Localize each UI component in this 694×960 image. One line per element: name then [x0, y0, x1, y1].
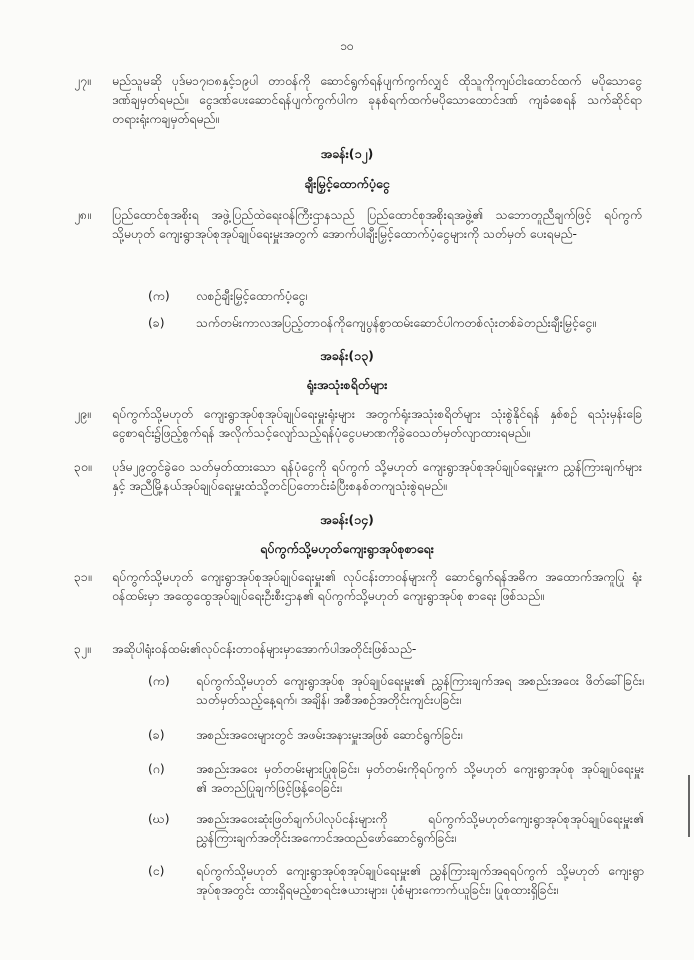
- clause-mark: (ခ): [148, 316, 165, 330]
- section-number: ၂၇။: [74, 74, 91, 88]
- section-31: [74, 568, 642, 606]
- chapter-title-13: ရုံးအသုံးစရိတ်များ: [306, 377, 388, 392]
- section-number: ၃၁။: [74, 570, 92, 584]
- clause-28-kha: [148, 314, 644, 333]
- clause-32-gha: [148, 810, 644, 848]
- section-32: [74, 640, 642, 659]
- clause-text: အစည်းအဝေး မှတ်တမ်းများပြုစုခြင်း၊ မှတ်တမ်းကိုရပ်ကွက် သို့မဟုတ် ကျေးရွာအုပ်စု အုပ်ချုပ်ရေးမှူး ၏ အတည်ပြုချက်ဖြင့်ဖြန့်ဝေခြင်း၊: [196, 762, 644, 795]
- section-text: အဆိုပါရုံးဝန်ထမ်း၏လုပ်ငန်းတာဝန်များမှာအောက်ပါအတိုင်းဖြစ်သည်-: [112, 642, 417, 656]
- clause-mark: (ခ): [148, 728, 165, 742]
- clause-text: အစည်းအဝေးများတွင် အဖမ်းအနားမှူးအဖြစ် ဆောင်ရွက်ခြင်း၊: [196, 728, 463, 742]
- clause-28-ka: [148, 287, 644, 306]
- section-text: ရပ်ကွက်သို့မဟုတ် ကျေးရွာအုပ်စုအုပ်ချုပ်ရေးမှူးရုံးများ အတွက်ရုံးအသုံးစရိတ်များ သုံးစွဲနိုင်ရန် နှစ်စဉ် ရသုံးမှန်းခြေ ငွေစာရင်း၌ဖြည့်စွက်ရန် အလိုက်သင့်လျော်သည့်ရန်ပုံငွေပမာဏကိုခွဲဝေသတ်မှတ်လျာထားရမည်။: [112, 407, 642, 440]
- clause-mark: (င): [148, 864, 165, 878]
- clause-mark: (က): [148, 289, 170, 303]
- page-number: ၁၀: [340, 39, 354, 53]
- section-number: ၂၉။: [74, 407, 91, 421]
- section-29: [74, 405, 642, 443]
- chapter-heading-12: အခန်း(၁၂): [320, 146, 374, 161]
- section-30: [74, 458, 642, 496]
- section-text: ရပ်ကွက်သို့မဟုတ် ကျေးရွာအုပ်စုအုပ်ချုပ်ရေးမှူး၏ လုပ်ငန်းတာဝန်များကို ဆောင်ရွက်ရန်အဓိက အထောက်အကူပြု ရုံးဝန်ထမ်းမှာ အထွေထွေအုပ်ချုပ်ရေးဦးစီးဌာန၏ ရပ်ကွက်သို့မဟုတ် ကျေးရွာအုပ်စု စာရေး ဖြစ်သည်။: [112, 570, 642, 603]
- section-text: ပုဒ်မ၂၉တွင်ခွဲဝေ သတ်မှတ်ထားသော ရန်ပုံငွေကို ရပ်ကွက် သို့မဟုတ် ကျေးရွာအုပ်စုအုပ်ချုပ်ရေးမှူးက ညွှန်ကြားချက်များနှင့် အညီမြို့နယ်အုပ်ချုပ်ရေးမှူးထံသို့တင်ပြတောင်းခံပြီးစနစ်တကျသုံးစွဲရမည်။: [112, 460, 642, 493]
- section-27: [74, 72, 642, 129]
- section-28: [74, 206, 642, 244]
- page-edge-mark: [688, 775, 690, 837]
- clause-text: သက်တမ်းကာလအပြည့်တာဝန်ကိုကျေပွန်စွာထမ်းဆောင်ပါကတစ်လုံးတစ်ခဲတည်းချီးမြှင့်ငွေ။: [196, 316, 596, 330]
- section-number: ၃၀။: [74, 460, 92, 474]
- clause-text: ရပ်ကွက်သို့မဟုတ် ကျေးရွာအုပ်စုအုပ်ချုပ်ရေးမှူး၏ ညွှန်ကြားချက်အရရပ်ကွက် သို့မဟုတ် ကျေးရွာ အုပ်စုအတွင်း ထားရှိရမည့်စာရင်းဇယားများ၊ ပုံစံများကောက်ယူခြင်း၊ ပြုစုထားရှိခြင်း၊: [196, 864, 644, 897]
- chapter-title-14: ရပ်ကွက်သို့မဟုတ်ကျေးရွာအုပ်စုစာရေး: [260, 541, 434, 556]
- section-number: ၂၈။: [74, 208, 91, 222]
- chapter-heading-14: အခန်း(၁၄): [320, 512, 374, 527]
- clause-32-ga: [148, 760, 644, 798]
- chapter-title-12: ချီးမြှင့်ထောက်ပံ့ငွေ: [304, 176, 390, 191]
- clause-32-ka: [148, 672, 644, 710]
- chapter-heading-13: အခန်း(၁၃): [320, 348, 374, 363]
- section-text: ပြည်ထောင်စုအစိုးရ အဖွဲ့ပြည်ထဲရေးဝန်ကြီးဌာနသည် ပြည်ထောင်စုအစိုးရအဖွဲ့၏ သဘောတူညီချက်ဖြင့် ရပ်ကွက် သို့မဟုတ် ကျေးရွာအုပ်စုအုပ်ချုပ်ရေးမှူးအတွက် အောက်ပါချီးမြှင့်ထောက်ပံ့ငွေများကို သတ်မှတ် ပေးရမည်-: [112, 208, 642, 241]
- clause-text: ရပ်ကွက်သို့မဟုတ် ကျေးရွာအုပ်စု အုပ်ချုပ်ရေးမှူး၏ ညွှန်ကြားချက်အရ အစည်းအဝေး ဖိတ်ခေါ်ခြင်း၊ သတ်မှတ်သည့်နေ့ရက်၊ အချိန်၊ အစီအစဉ်အတိုင်းကျင်းပခြင်း၊: [196, 674, 644, 707]
- clause-mark: (ဃ): [148, 812, 170, 826]
- clause-32-kha: [148, 726, 644, 745]
- clause-mark: (က): [148, 674, 170, 688]
- section-text: မည်သူမဆို ပုဒ်မ၁၇၊၁၈နှင့်၁၉ပါ တာဝန်ကို ဆောင်ရွက်ရန်ပျက်ကွက်လျှင် ထိုသူကိုကျပ်ငါးထောင်ထက် မပိုသောငွေ ဒဏ်ချမှတ်ရမည်။ ငွေဒဏ်ပေးဆောင်ရန်ပျက်ကွက်ပါက ခုနစ်ရက်ထက်မပိုသောထောင်ဒဏ် ကျခံစေရန် သက်ဆိုင်ရာတရားရုံးကချမှတ်ရမည်။: [112, 74, 642, 126]
- section-number: ၃၂။: [74, 642, 91, 656]
- clause-mark: (ဂ): [148, 762, 165, 776]
- clause-text: လစဉ်ချီးမြှင့်ထောက်ပံ့ငွေ၊: [196, 289, 308, 303]
- clause-32-nga: [148, 862, 644, 900]
- clause-text: အစည်းအဝေးဆုံးဖြတ်ချက်ပါလုပ်ငန်းများကို ရပ်ကွက်သို့မဟုတ်ကျေးရွာအုပ်စုအုပ်ချုပ်ရေးမှူး၏ ညွှန်ကြားချက်အတိုင်းအကောင်အထည်ဖော်ဆောင်ရွက်ခြင်း၊: [196, 812, 644, 845]
